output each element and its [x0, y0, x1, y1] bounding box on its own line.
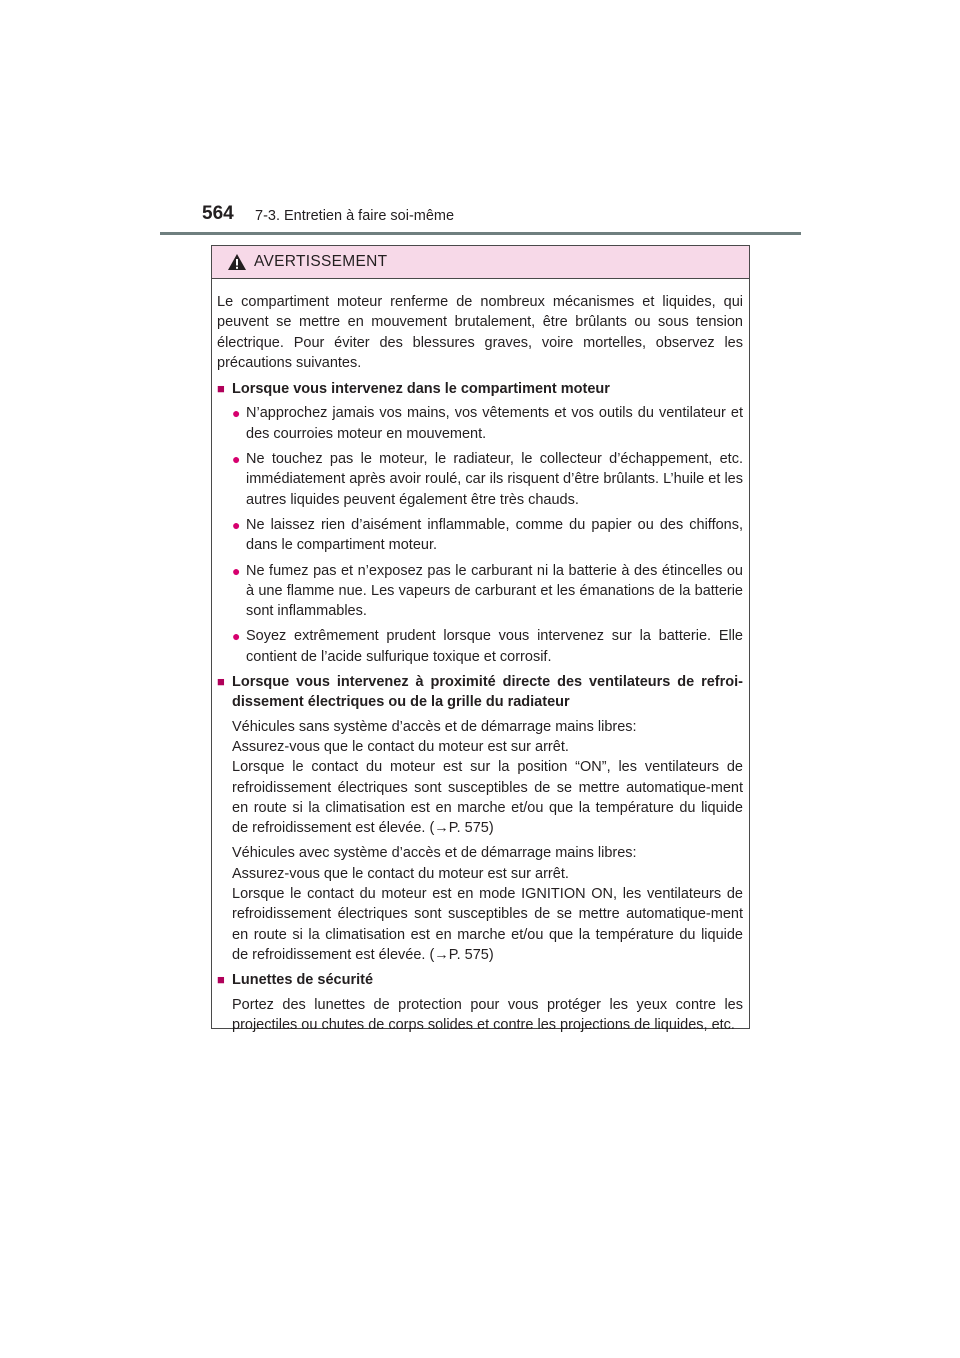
block-body: Lorsque le contact du moteur est sur la position “ON”, les ventilateurs de refroidissement électriques sont susceptibles de se mettre automatique-ment en route si la climatisation est en marche et/ou que la température du liquide de refroidissement est élevée. (→P. 575) [232, 759, 743, 837]
warning-box [211, 245, 750, 1033]
square-bullet-icon: ■ [217, 674, 225, 690]
section-heading: ■ Lorsque vous intervenez dans le compartiment moteur [217, 379, 743, 399]
block-line: Assurez-vous que le contact du moteur est sur arrêt. [232, 865, 569, 882]
circle-bullet-icon: ● [232, 516, 241, 533]
info-block [232, 843, 743, 965]
section-title: 7-3. Entretien à faire soi-même [255, 208, 455, 224]
info-block [232, 717, 743, 839]
circle-bullet-icon: ● [232, 451, 241, 468]
bullet-item: ● Ne laissez rien d’aisément inflammable, comme du papier ou des chiffons, dans le compartiment moteur. [232, 515, 743, 556]
bullet-item: ● N’approchez jamais vos mains, vos vêtements et vos outils du ventilateur et des courroies moteur en mouvement. [232, 403, 743, 444]
section-heading: ■ Lorsque vous intervenez à proximité directe des ventilateurs de refroi-dissement électriques ou de la grille du radiateur [217, 672, 743, 713]
warning-content [212, 279, 749, 1035]
warning-header [212, 246, 749, 279]
section-text: Portez des lunettes de protection pour vous protéger les yeux contre les projectiles ou chutes de corps solides et contre les projections de liquides, etc. [232, 996, 743, 1033]
bullet-item: ● Ne touchez pas le moteur, le radiateur, le collecteur d’échappement, etc. immédiatement après avoir roulé, car ils risquent d’être brûlants. L’huile et les autres liquides peuvent également être très chauds. [232, 449, 743, 510]
block-line: Véhicules avec système d’accès et de démarrage mains libres: [232, 845, 637, 862]
circle-bullet-icon: ● [232, 405, 241, 422]
warning-intro: Le compartiment moteur renferme de nombreux mécanismes et liquides, qui peuvent se mettre en mouvement brutalement, être brûlants ou sous tension électrique. Pour éviter des blessures graves, voire mortelles, observez les précautions suivantes. [217, 294, 743, 371]
circle-bullet-icon: ● [232, 562, 241, 579]
bullet-item: ● Ne fumez pas et n’exposez pas le carburant ni la batterie à des étincelles ou à une flamme nue. Les vapeurs de carburant et les émanations de la batterie sont inflammables. [232, 561, 743, 622]
section-heading: ■ Lunettes de sécurité [217, 970, 743, 990]
block-line: Assurez-vous que le contact du moteur est sur arrêt. [232, 738, 569, 755]
page-number: 564 [202, 203, 234, 224]
bullet-item: ● Soyez extrêmement prudent lorsque vous intervenez sur la batterie. Elle contient de l’acide sulfurique toxique et corrosif. [232, 626, 743, 667]
warning-triangle-icon [227, 253, 247, 271]
circle-bullet-icon: ● [232, 628, 241, 645]
square-bullet-icon: ■ [217, 972, 225, 988]
header-rule [160, 232, 801, 235]
block-body: Lorsque le contact du moteur est en mode IGNITION ON, les ventilateurs de refroidissement électriques sont susceptibles de se mettre automatique-ment en route si la climatisation est en marche et/ou que la température du liquide de refroidissement est élevée. (→P. 575) [232, 886, 743, 963]
warning-title: AVERTISSEMENT [254, 253, 388, 270]
square-bullet-icon: ■ [217, 381, 225, 397]
block-line: Véhicules sans système d’accès et de démarrage mains libres: [232, 718, 637, 735]
